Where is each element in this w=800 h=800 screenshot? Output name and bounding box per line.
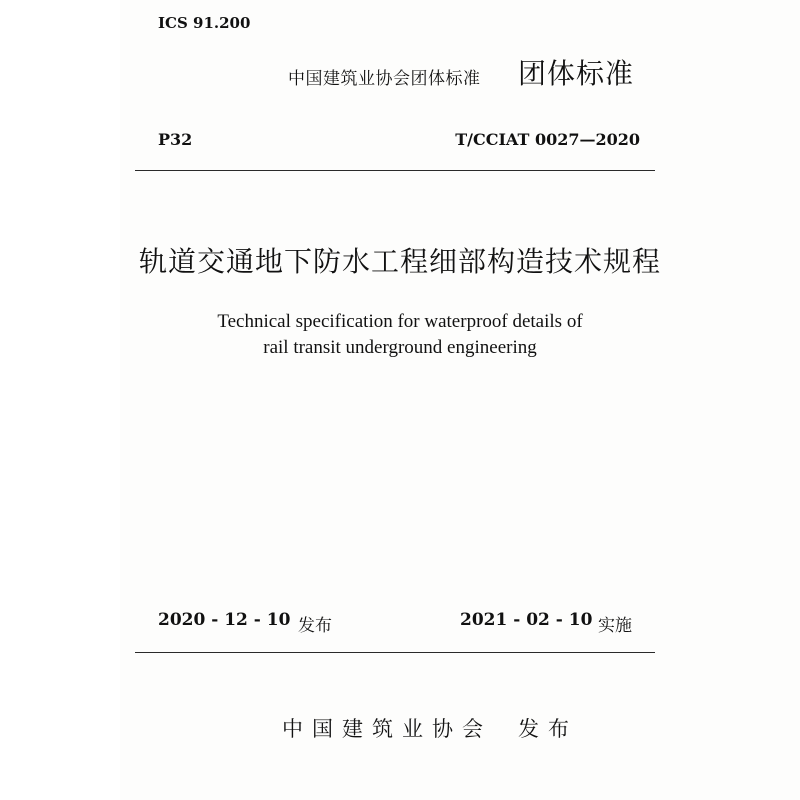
header-divider: [135, 170, 655, 171]
ccs-code: P32: [158, 130, 193, 149]
organization-standard-label: 中国建筑业协会团体标准: [288, 69, 481, 89]
title-chinese: 轨道交通地下防水工程细部构造技术规程: [138, 245, 661, 278]
implementation-date: 2021 - 02 - 10: [460, 610, 593, 630]
standard-type-heading: 团体标准: [518, 57, 635, 90]
ics-code: ICS 91.200: [158, 14, 251, 32]
implementation-label: 实施: [598, 616, 632, 636]
title-english-line-1: Technical specification for waterproof details of: [217, 311, 583, 332]
footer-divider: [135, 652, 655, 653]
standard-number: T/CCIAT 0027—2020: [455, 130, 640, 149]
publish-label: 发布: [518, 717, 578, 741]
standard-cover-page: [120, 0, 800, 800]
issue-date: 2020 - 12 - 10: [158, 610, 291, 630]
publisher-name: 中国建筑业协会: [282, 717, 492, 741]
title-english-line-2: rail transit underground engineering: [263, 337, 537, 358]
issue-label: 发布: [298, 616, 332, 636]
